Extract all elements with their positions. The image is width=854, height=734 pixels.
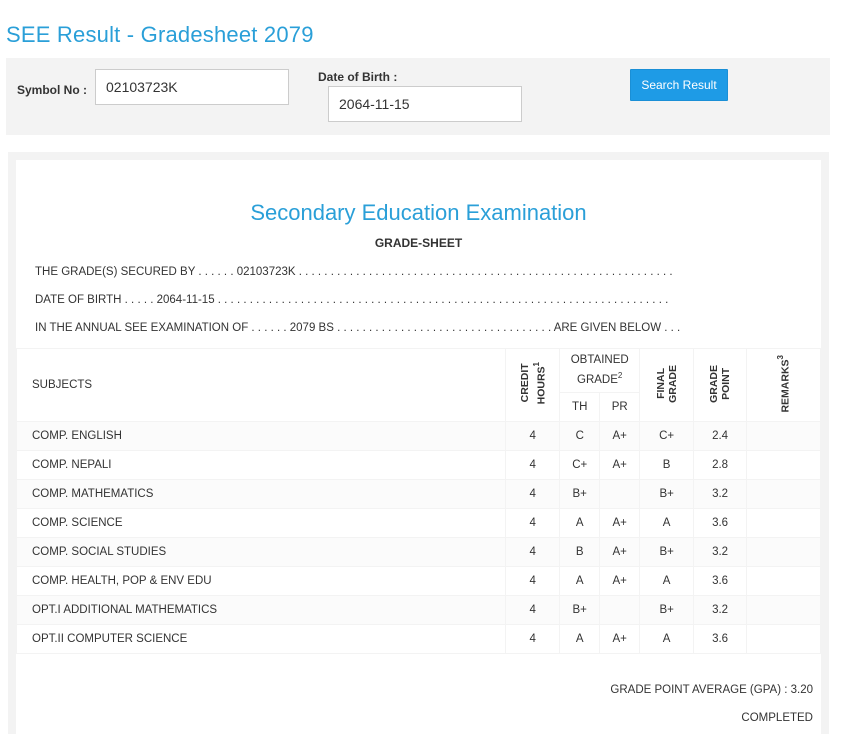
table-row (17, 509, 821, 538)
table-row (17, 567, 821, 596)
gpa-text: GRADE POINT AVERAGE (GPA) : 3.20 (610, 684, 813, 696)
credit-cell: 4 (506, 596, 560, 625)
subject-cell: COMP. SCIENCE (17, 509, 506, 538)
remarks-cell (747, 596, 821, 625)
exam-title: Secondary Education Examination (250, 200, 587, 225)
pr-grade-cell: A+ (600, 625, 640, 654)
header-credit-hours: CREDIT HOURS$^1$ (506, 349, 560, 422)
table-row (17, 538, 821, 567)
credit-cell: 4 (506, 538, 560, 567)
final-grade-cell: C+ (640, 422, 694, 451)
grade-point-cell: 2.8 (694, 451, 747, 480)
final-grade-cell: A (640, 509, 694, 538)
pr-grade-cell (600, 480, 640, 509)
exam-year-line: IN THE ANNUAL SEE EXAMINATION OF . . . . . . 2079 BS . . . . . . . . . . . . . . . . . . . . . . . . . . . . . . . . . . ARE GIVEN BELOW . . . (35, 322, 681, 334)
subject-cell: COMP. MATHEMATICS (17, 480, 506, 509)
grade-point-cell: 3.2 (694, 480, 747, 509)
th-grade-cell: B (560, 538, 600, 567)
header-pr: PR (600, 393, 640, 422)
remarks-cell (747, 509, 821, 538)
search-panel (6, 58, 830, 135)
header-th: TH (560, 393, 600, 422)
remarks-cell (747, 538, 821, 567)
gradesheet-panel (8, 152, 829, 734)
page-title: SEE Result - Gradesheet 2079 (6, 22, 314, 47)
pr-grade-cell: A+ (600, 567, 640, 596)
credit-cell: 4 (506, 451, 560, 480)
remarks-cell (747, 451, 821, 480)
grade-point-cell: 3.2 (694, 538, 747, 567)
symbol-no-input[interactable] (95, 69, 289, 105)
header-grade-point: GRADE POINT (694, 349, 747, 422)
pr-grade-cell: A+ (600, 509, 640, 538)
th-grade-cell: B+ (560, 596, 600, 625)
credit-cell: 4 (506, 509, 560, 538)
table-row (17, 480, 821, 509)
subject-cell: OPT.I ADDITIONAL MATHEMATICS (17, 596, 506, 625)
th-grade-cell: A (560, 625, 600, 654)
subject-cell: COMP. ENGLISH (17, 422, 506, 451)
final-grade-cell: B+ (640, 480, 694, 509)
grade-point-cell: 3.2 (694, 596, 747, 625)
final-grade-cell: A (640, 625, 694, 654)
dob-line: DATE OF BIRTH . . . . . 2064-11-15 . . . . . . . . . . . . . . . . . . . . . . . . . . . . . . . . . . . . . . . . . . . . . . . . . . . . . . . . . . . . . . . . . . . . . . . (35, 294, 669, 306)
dob-input[interactable] (328, 86, 522, 122)
table-row (17, 625, 821, 654)
th-grade-cell: A (560, 567, 600, 596)
secured-by-line: THE GRADE(S) SECURED BY . . . . . . 02103723K . . . . . . . . . . . . . . . . . . . . . . . . . . . . . . . . . . . . . . . . . . . . . . . . . . . . . . . . . . . (35, 266, 673, 278)
grade-point-cell: 3.6 (694, 567, 747, 596)
pr-grade-cell: A+ (600, 451, 640, 480)
grade-point-cell: 3.6 (694, 509, 747, 538)
table-row (17, 422, 821, 451)
grade-point-cell: 3.6 (694, 625, 747, 654)
gradesheet-title: GRADE-SHEET (374, 236, 463, 250)
grade-point-cell: 2.4 (694, 422, 747, 451)
th-grade-cell: C+ (560, 451, 600, 480)
table-row (17, 451, 821, 480)
final-grade-cell: B+ (640, 538, 694, 567)
remarks-cell (747, 480, 821, 509)
remarks-cell (747, 625, 821, 654)
table-row (17, 596, 821, 625)
remarks-cell (747, 567, 821, 596)
subject-cell: COMP. HEALTH, POP & ENV EDU (17, 567, 506, 596)
subject-cell: OPT.II COMPUTER SCIENCE (17, 625, 506, 654)
subject-cell: COMP. NEPALI (17, 451, 506, 480)
gradesheet (16, 160, 821, 734)
pr-grade-cell: A+ (600, 422, 640, 451)
credit-cell: 4 (506, 625, 560, 654)
header-final-grade: FINAL GRADE (640, 349, 694, 422)
grades-table (16, 348, 821, 654)
th-grade-cell: B+ (560, 480, 600, 509)
credit-cell: 4 (506, 480, 560, 509)
header-subjects: SUBJECTS (17, 349, 506, 422)
subject-cell: COMP. SOCIAL STUDIES (17, 538, 506, 567)
th-grade-cell: C (560, 422, 600, 451)
th-grade-cell: A (560, 509, 600, 538)
credit-cell: 4 (506, 422, 560, 451)
final-grade-cell: B+ (640, 596, 694, 625)
final-grade-cell: B (640, 451, 694, 480)
final-grade-cell: A (640, 567, 694, 596)
pr-grade-cell: A+ (600, 538, 640, 567)
credit-cell: 4 (506, 567, 560, 596)
header-remarks: REMARKS$^3$ (747, 349, 821, 422)
header-obtained-grade: OBTAINED GRADE$^2$ (560, 349, 640, 393)
symbol-no-label: Symbol No : (17, 83, 88, 97)
remarks-cell (747, 422, 821, 451)
dob-label: Date of Birth : (318, 70, 398, 84)
result-status: COMPLETED (741, 712, 813, 724)
pr-grade-cell (600, 596, 640, 625)
search-result-button[interactable]: Search Result (630, 69, 728, 101)
